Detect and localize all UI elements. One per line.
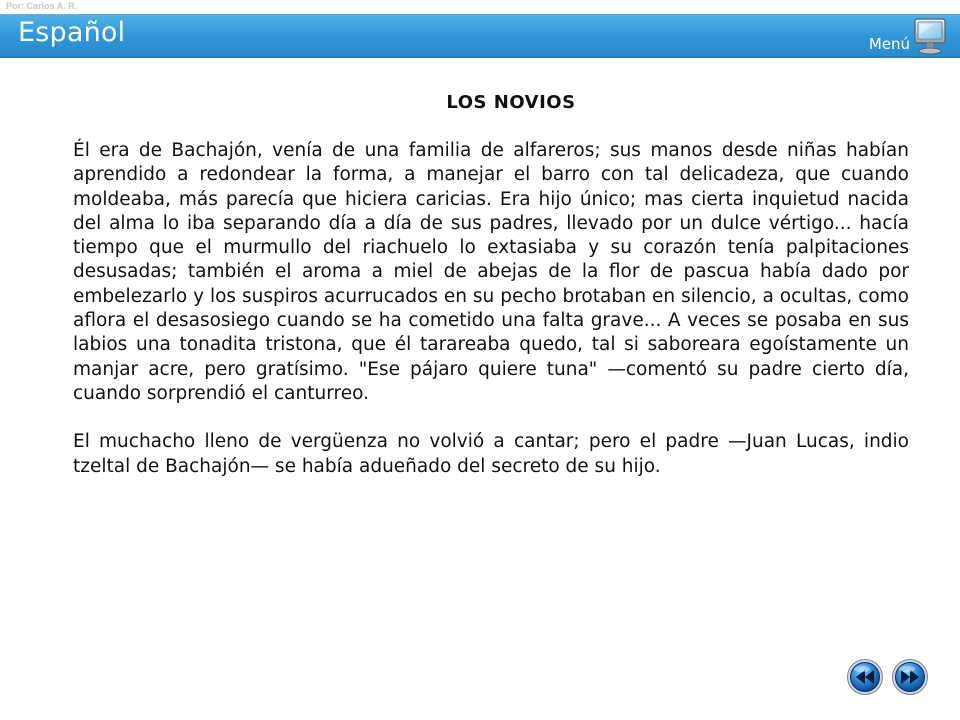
- header-bar: [0, 14, 960, 58]
- monitor-icon: [912, 16, 948, 56]
- menu-label: Menú: [868, 35, 910, 53]
- story-paragraph: Él era de Bachajón, venía de una familia de alfareros; sus manos desde niñas habían aprendido a redondear la forma, a manejar el barro con tal delicadeza, que cuando moldeaba, más parecía que hiciera caricias. Era hijo único; mas cierta inquietud nacida del alma lo iba separando día a día de sus padres, llevado por un dulce vértigo... hacía tiempo que el murmullo del riachuelo lo extasiaba y su corazón tenía palpitaciones desusadas; también el aroma a miel de abejas de la flor de pascua había dado por embelezarlo y los suspiros acurrucados en su pecho brotaban en silencio, a ocultas, como aflora el desasosiego cuando se ha cometido una falta grave... A veces se posaba en sus labios una tonadita tristona, que él tarareaba quedo, tal si saboreara egoístamente un manjar acre, pero gratísimo. "Ese pájaro quiere tuna" —comentó su padre cierto día, cuando sorprendió el canturreo.: [73, 140, 909, 404]
- author-credit: Por: Carlos A. R.: [6, 1, 78, 11]
- story-content: [73, 92, 909, 479]
- menu-button[interactable]: [869, 16, 948, 56]
- page-navigation: [846, 658, 929, 696]
- story-title: LOS NOVIOS: [446, 92, 576, 113]
- fast-forward-icon[interactable]: [891, 658, 929, 696]
- page-title: Español: [18, 17, 126, 48]
- story-paragraph: El muchacho lleno de vergüenza no volvió a cantar; pero el padre —Juan Lucas, indio tzeltal de Bachajón— se había adueñado del secreto de su hijo.: [73, 431, 909, 477]
- rewind-icon[interactable]: [846, 658, 884, 696]
